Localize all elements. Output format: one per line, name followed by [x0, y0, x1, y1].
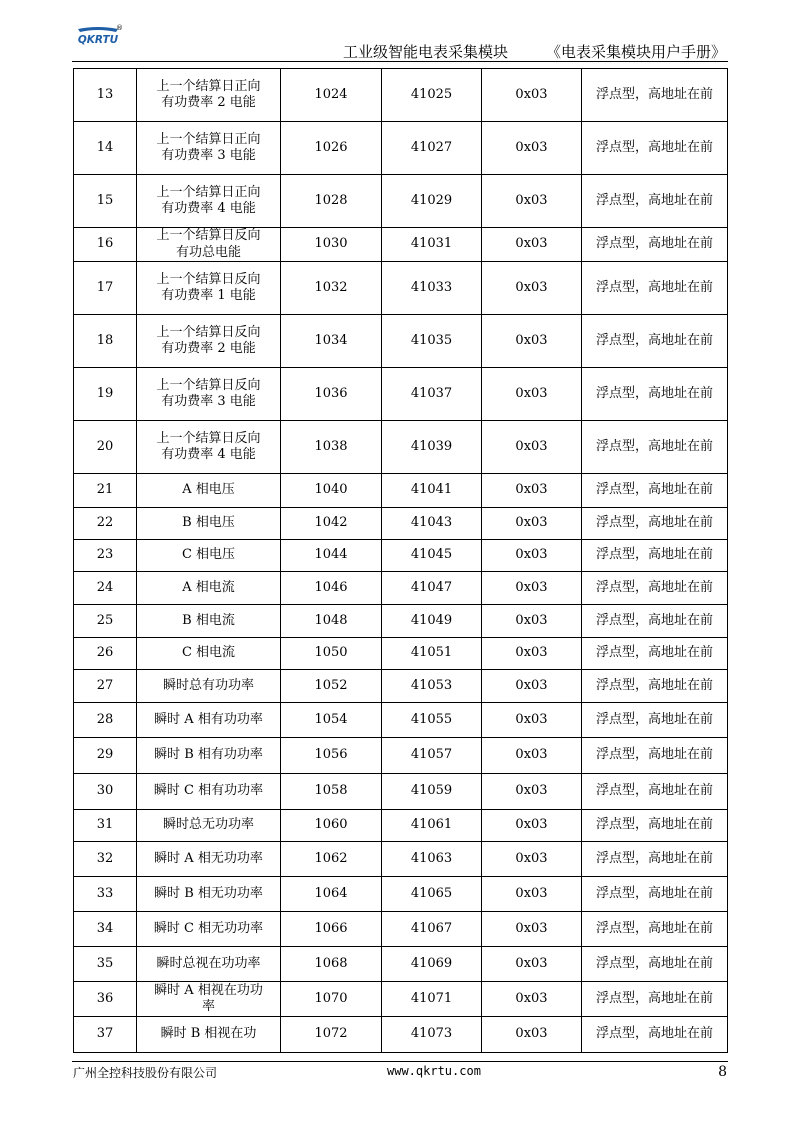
register-cell: 41045 [382, 540, 482, 572]
data-type-cell: 浮点型，高地址在前 [582, 703, 728, 738]
row-number-cell: 24 [74, 572, 137, 605]
table-row [74, 175, 728, 228]
register-cell: 41073 [382, 1017, 482, 1053]
row-number-cell: 25 [74, 605, 137, 638]
function-code-cell: 0x03 [482, 368, 582, 421]
address-cell: 1042 [281, 508, 382, 540]
address-cell: 1028 [281, 175, 382, 228]
function-code-cell: 0x03 [482, 670, 582, 703]
data-type-cell: 浮点型，高地址在前 [582, 638, 728, 670]
header-divider [72, 61, 728, 62]
function-code-cell: 0x03 [482, 982, 582, 1017]
description-cell: 上一个结算日反向有功费率 2 电能 [137, 315, 281, 368]
data-type-cell: 浮点型，高地址在前 [582, 572, 728, 605]
description-cell: 上一个结算日反向有功费率 3 电能 [137, 368, 281, 421]
description-cell: 瞬时总无功功率 [137, 810, 281, 842]
row-number-cell: 22 [74, 508, 137, 540]
data-type-cell: 浮点型，高地址在前 [582, 508, 728, 540]
function-code-cell: 0x03 [482, 474, 582, 508]
description-cell: A 相电压 [137, 474, 281, 508]
data-type-cell: 浮点型，高地址在前 [582, 122, 728, 175]
data-type-cell: 浮点型，高地址在前 [582, 738, 728, 774]
register-cell: 41025 [382, 69, 482, 122]
row-number-cell: 33 [74, 877, 137, 912]
register-table [73, 68, 728, 1053]
register-cell: 41035 [382, 315, 482, 368]
document-title: 工业级智能电表采集模块 [343, 43, 509, 61]
register-cell: 41067 [382, 912, 482, 947]
row-number-cell: 18 [74, 315, 137, 368]
description-cell: 瞬时 B 相视在功 [137, 1017, 281, 1053]
description-cell: 瞬时 B 相无功功率 [137, 877, 281, 912]
table-row [74, 368, 728, 421]
description-cell: B 相电压 [137, 508, 281, 540]
table-row [74, 605, 728, 638]
register-cell: 41043 [382, 508, 482, 540]
function-code-cell: 0x03 [482, 810, 582, 842]
address-cell: 1026 [281, 122, 382, 175]
data-type-cell: 浮点型，高地址在前 [582, 877, 728, 912]
register-table-body [74, 69, 728, 1053]
function-code-cell: 0x03 [482, 877, 582, 912]
register-cell: 41061 [382, 810, 482, 842]
row-number-cell: 34 [74, 912, 137, 947]
description-cell: 上一个结算日正向有功费率 3 电能 [137, 122, 281, 175]
function-code-cell: 0x03 [482, 605, 582, 638]
address-cell: 1032 [281, 262, 382, 315]
data-type-cell: 浮点型，高地址在前 [582, 947, 728, 982]
row-number-cell: 26 [74, 638, 137, 670]
register-cell: 41049 [382, 605, 482, 638]
address-cell: 1056 [281, 738, 382, 774]
description-cell: 瞬时 A 相有功功率 [137, 703, 281, 738]
row-number-cell: 21 [74, 474, 137, 508]
row-number-cell: 16 [74, 228, 137, 262]
data-type-cell: 浮点型，高地址在前 [582, 315, 728, 368]
data-type-cell: 浮点型，高地址在前 [582, 540, 728, 572]
function-code-cell: 0x03 [482, 228, 582, 262]
table-row [74, 540, 728, 572]
row-number-cell: 17 [74, 262, 137, 315]
description-cell: 上一个结算日反向有功费率 4 电能 [137, 421, 281, 474]
description-cell: 瞬时 A 相无功功率 [137, 842, 281, 877]
row-number-cell: 35 [74, 947, 137, 982]
function-code-cell: 0x03 [482, 572, 582, 605]
table-row [74, 1017, 728, 1053]
row-number-cell: 28 [74, 703, 137, 738]
row-number-cell: 32 [74, 842, 137, 877]
data-type-cell: 浮点型，高地址在前 [582, 228, 728, 262]
row-number-cell: 30 [74, 774, 137, 810]
description-cell: A 相电流 [137, 572, 281, 605]
row-number-cell: 29 [74, 738, 137, 774]
register-cell: 41047 [382, 572, 482, 605]
function-code-cell: 0x03 [482, 1017, 582, 1053]
function-code-cell: 0x03 [482, 262, 582, 315]
table-row [74, 947, 728, 982]
register-cell: 41055 [382, 703, 482, 738]
function-code-cell: 0x03 [482, 774, 582, 810]
function-code-cell: 0x03 [482, 638, 582, 670]
address-cell: 1038 [281, 421, 382, 474]
address-cell: 1036 [281, 368, 382, 421]
function-code-cell: 0x03 [482, 738, 582, 774]
table-row [74, 69, 728, 122]
register-cell: 41059 [382, 774, 482, 810]
function-code-cell: 0x03 [482, 421, 582, 474]
address-cell: 1060 [281, 810, 382, 842]
table-row [74, 262, 728, 315]
register-cell: 41071 [382, 982, 482, 1017]
data-type-cell: 浮点型，高地址在前 [582, 912, 728, 947]
data-type-cell: 浮点型，高地址在前 [582, 774, 728, 810]
register-cell: 41053 [382, 670, 482, 703]
function-code-cell: 0x03 [482, 947, 582, 982]
table-row [74, 474, 728, 508]
address-cell: 1058 [281, 774, 382, 810]
register-cell: 41065 [382, 877, 482, 912]
description-cell: 瞬时 C 相无功功率 [137, 912, 281, 947]
table-row [74, 810, 728, 842]
register-cell: 41027 [382, 122, 482, 175]
function-code-cell: 0x03 [482, 842, 582, 877]
website-link[interactable]: www.qkrtu.com [387, 1064, 481, 1078]
table-row [74, 842, 728, 877]
address-cell: 1066 [281, 912, 382, 947]
address-cell: 1072 [281, 1017, 382, 1053]
data-type-cell: 浮点型，高地址在前 [582, 670, 728, 703]
description-cell: 瞬时总视在功功率 [137, 947, 281, 982]
function-code-cell: 0x03 [482, 175, 582, 228]
data-type-cell: 浮点型，高地址在前 [582, 421, 728, 474]
description-cell: C 相电流 [137, 638, 281, 670]
description-cell: 上一个结算日正向有功费率 2 电能 [137, 69, 281, 122]
address-cell: 1068 [281, 947, 382, 982]
function-code-cell: 0x03 [482, 122, 582, 175]
address-cell: 1046 [281, 572, 382, 605]
address-cell: 1070 [281, 982, 382, 1017]
data-type-cell: 浮点型，高地址在前 [582, 262, 728, 315]
description-cell: 上一个结算日正向有功费率 4 电能 [137, 175, 281, 228]
register-cell: 41031 [382, 228, 482, 262]
table-row [74, 572, 728, 605]
registered-mark: ® [116, 24, 123, 32]
function-code-cell: 0x03 [482, 508, 582, 540]
row-number-cell: 36 [74, 982, 137, 1017]
data-type-cell: 浮点型，高地址在前 [582, 175, 728, 228]
data-type-cell: 浮点型，高地址在前 [582, 605, 728, 638]
row-number-cell: 27 [74, 670, 137, 703]
row-number-cell: 37 [74, 1017, 137, 1053]
register-cell: 41069 [382, 947, 482, 982]
table-row [74, 670, 728, 703]
data-type-cell: 浮点型，高地址在前 [582, 810, 728, 842]
row-number-cell: 31 [74, 810, 137, 842]
table-row [74, 738, 728, 774]
description-cell: 瞬时总有功功率 [137, 670, 281, 703]
row-number-cell: 14 [74, 122, 137, 175]
register-cell: 41033 [382, 262, 482, 315]
address-cell: 1054 [281, 703, 382, 738]
row-number-cell: 20 [74, 421, 137, 474]
data-type-cell: 浮点型，高地址在前 [582, 474, 728, 508]
row-number-cell: 15 [74, 175, 137, 228]
table-row [74, 912, 728, 947]
function-code-cell: 0x03 [482, 912, 582, 947]
description-cell: 上一个结算日反向有功费率 1 电能 [137, 262, 281, 315]
description-cell: 瞬时 C 相有功功率 [137, 774, 281, 810]
register-cell: 41039 [382, 421, 482, 474]
table-row [74, 122, 728, 175]
data-type-cell: 浮点型，高地址在前 [582, 842, 728, 877]
address-cell: 1062 [281, 842, 382, 877]
description-cell: B 相电流 [137, 605, 281, 638]
address-cell: 1050 [281, 638, 382, 670]
row-number-cell: 19 [74, 368, 137, 421]
data-type-cell: 浮点型，高地址在前 [582, 982, 728, 1017]
table-row [74, 877, 728, 912]
manual-title: 《电表采集模块用户手册》 [545, 43, 726, 61]
function-code-cell: 0x03 [482, 540, 582, 572]
register-cell: 41057 [382, 738, 482, 774]
address-cell: 1044 [281, 540, 382, 572]
description-cell: 瞬时 A 相视在功功率 [137, 982, 281, 1017]
address-cell: 1052 [281, 670, 382, 703]
table-row [74, 421, 728, 474]
description-cell: 上一个结算日反向有功总电能 [137, 228, 281, 262]
row-number-cell: 23 [74, 540, 137, 572]
data-type-cell: 浮点型，高地址在前 [582, 368, 728, 421]
address-cell: 1040 [281, 474, 382, 508]
table-row [74, 638, 728, 670]
function-code-cell: 0x03 [482, 315, 582, 368]
company-name: 广州全控科技股份有限公司 [73, 1066, 218, 1080]
address-cell: 1064 [281, 877, 382, 912]
table-row [74, 315, 728, 368]
table-row [74, 228, 728, 262]
address-cell: 1048 [281, 605, 382, 638]
address-cell: 1034 [281, 315, 382, 368]
table-row [74, 774, 728, 810]
register-cell: 41037 [382, 368, 482, 421]
address-cell: 1030 [281, 228, 382, 262]
register-cell: 41063 [382, 842, 482, 877]
table-row [74, 703, 728, 738]
table-row [74, 508, 728, 540]
logo-text: QKRTU [77, 34, 119, 46]
footer-divider [72, 1061, 728, 1062]
register-cell: 41041 [382, 474, 482, 508]
page-number: 8 [718, 1064, 727, 1080]
register-cell: 41029 [382, 175, 482, 228]
description-cell: C 相电压 [137, 540, 281, 572]
address-cell: 1024 [281, 69, 382, 122]
function-code-cell: 0x03 [482, 69, 582, 122]
description-cell: 瞬时 B 相有功功率 [137, 738, 281, 774]
data-type-cell: 浮点型，高地址在前 [582, 69, 728, 122]
table-row [74, 982, 728, 1017]
register-cell: 41051 [382, 638, 482, 670]
function-code-cell: 0x03 [482, 703, 582, 738]
row-number-cell: 13 [74, 69, 137, 122]
data-type-cell: 浮点型，高地址在前 [582, 1017, 728, 1053]
